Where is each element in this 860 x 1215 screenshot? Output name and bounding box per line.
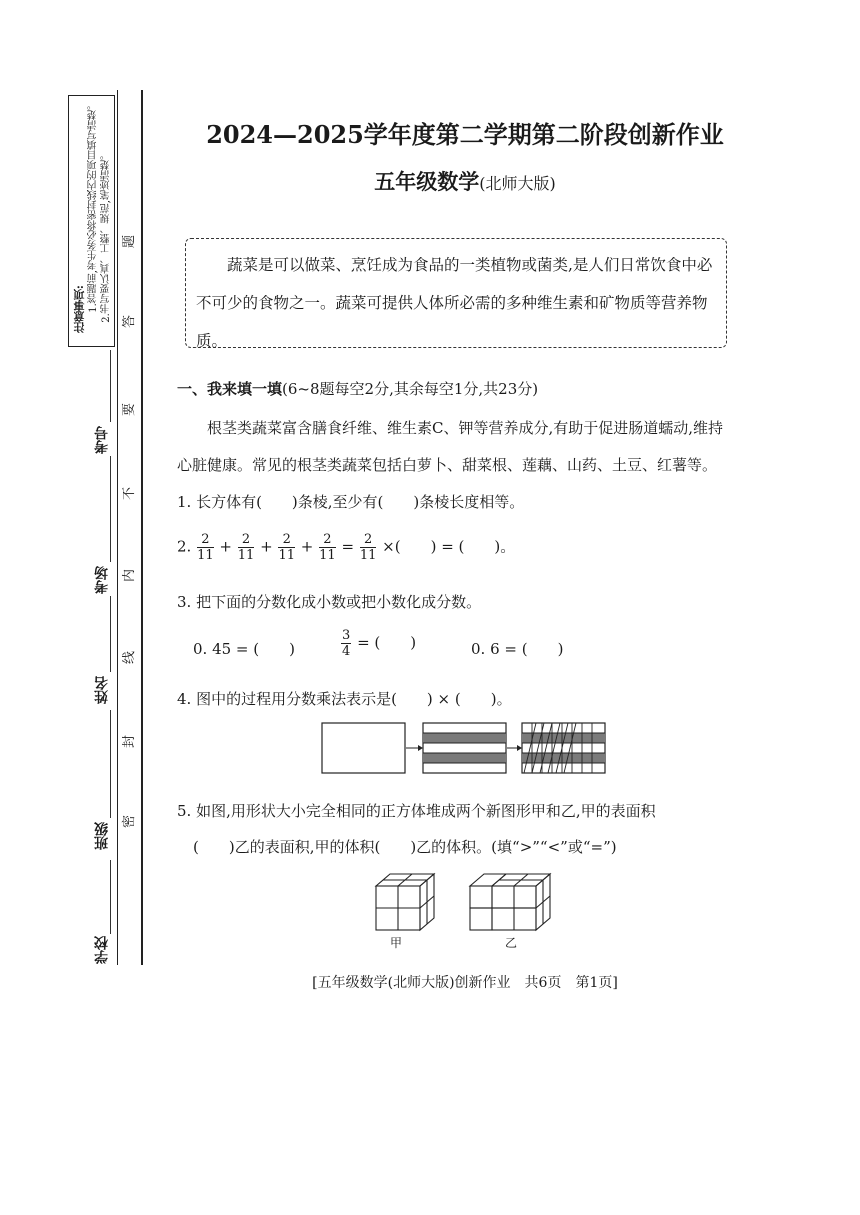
binding-divider-right — [141, 90, 143, 965]
seal-char: 答 — [122, 314, 138, 329]
fill-line-kaohao[interactable] — [110, 350, 111, 422]
q2-den: 11 — [197, 548, 214, 563]
seal-char: 要 — [122, 402, 138, 417]
subtitle-main: 五年级数学 — [374, 169, 480, 194]
question-5-line-2: ( )乙的表面积,甲的体积( )乙的体积。(填“>”“<”或“=”) — [193, 838, 617, 856]
q2-num: 2 — [319, 532, 336, 548]
page-subtitle — [175, 166, 755, 196]
q3-part-a: 0. 45 = ( ) — [193, 640, 295, 658]
intro-text: 蔬菜是可以做菜、烹饪成为食品的一类植物或菌类,是人们日常饮食中必不可少的食物之一。蔬菜可提供人体所必需的多种维生素和矿物质等营养物质。 — [196, 256, 713, 350]
subtitle-edition: (北师大版) — [479, 174, 556, 193]
q2-plus: + — [219, 537, 232, 556]
q2-plus: + — [260, 537, 273, 556]
seal-char: 线 — [122, 650, 138, 665]
q3-part-c: 0. 6 = ( ) — [471, 640, 564, 658]
q4-figure — [320, 720, 610, 778]
question-5-line-1: 5. 如图,用形状大小完全相同的正方体堆成两个新图形甲和乙,甲的表面积 — [177, 802, 656, 820]
notice-line-1: 1.答题前,考生务必将密封线内的项目填写清楚。 — [88, 100, 99, 313]
field-kaohao: 考号 — [94, 426, 110, 454]
cube-figure-jia — [370, 868, 450, 938]
label-yi: 乙 — [505, 936, 518, 950]
q2-num: 2 — [360, 532, 377, 548]
field-banji: 班级 — [94, 822, 110, 850]
q2-tail: ×( ) = ( )。 — [382, 537, 516, 556]
section-heading — [177, 378, 538, 399]
question-1: 1. 长方体有( )条棱,至少有( )条棱长度相等。 — [177, 493, 525, 511]
q3-b-tail: = ( ) — [357, 633, 417, 652]
question-2 — [177, 532, 515, 563]
q2-den: 11 — [278, 548, 296, 563]
q2-label: 2. — [177, 537, 192, 556]
notice-line-2: 2.书写要认真、工整、规范,笔迹清楚。 — [101, 150, 112, 323]
q2-fraction — [197, 532, 214, 563]
q2-fraction — [360, 532, 377, 563]
q2-den: 11 — [359, 548, 377, 563]
seal-char: 题 — [122, 234, 138, 249]
notice-title: 注意事项: — [73, 285, 86, 334]
fill-line-kaochang[interactable] — [110, 456, 111, 562]
field-kaochang: 考场 — [94, 566, 110, 594]
q3-part-b — [340, 628, 416, 659]
seal-char: 内 — [122, 568, 138, 583]
q3-fraction — [341, 628, 351, 659]
q2-fraction — [238, 532, 255, 563]
q3-den: 4 — [342, 644, 351, 659]
fill-line-xuexiao[interactable] — [110, 860, 111, 934]
q2-num: 2 — [197, 532, 214, 548]
question-3: 3. 把下面的分数化成小数或把小数化成分数。 — [177, 593, 482, 611]
q2-num: 2 — [238, 532, 255, 548]
label-jia: 甲 — [390, 936, 403, 950]
q2-fraction — [278, 532, 295, 563]
section-title: 一、我来填一填 — [177, 380, 283, 398]
fill-line-banji[interactable] — [110, 710, 111, 818]
seal-char: 封 — [122, 734, 138, 749]
section-note: (6~8题每空2分,其余每空1分,共23分) — [282, 380, 539, 398]
binding-divider-left — [117, 90, 118, 965]
cube-figure-yi — [466, 868, 556, 938]
section-context: 根茎类蔬菜富含膳食纤维、维生素C、钾等营养成分,有助于促进肠道蠕动,维持心脏健康。常见的根茎类蔬菜包括白萝卜、甜菜根、莲藕、山药、土豆、红薯等。 — [177, 419, 724, 474]
field-xuexiao: 学校 — [94, 936, 110, 964]
q2-equals: = — [341, 537, 355, 556]
page-footer: [五年级数学(北师大版)创新作业 共6页 第1页] — [312, 975, 618, 991]
q2-plus: + — [300, 537, 314, 556]
field-xingming: 姓名 — [94, 676, 110, 704]
seal-char: 不 — [122, 486, 138, 501]
q3-num: 3 — [342, 628, 351, 643]
q2-den: 11 — [319, 548, 336, 563]
q2-num: 2 — [278, 532, 295, 548]
seal-char: 密 — [122, 814, 138, 829]
fill-line-xingming[interactable] — [110, 596, 111, 672]
question-4: 4. 图中的过程用分数乘法表示是( ) × ( )。 — [177, 690, 512, 708]
page-title: 2024—2025学年度第二学期第二阶段创新作业 — [206, 120, 724, 149]
q2-den: 11 — [237, 548, 255, 563]
q2-fraction — [319, 532, 336, 563]
